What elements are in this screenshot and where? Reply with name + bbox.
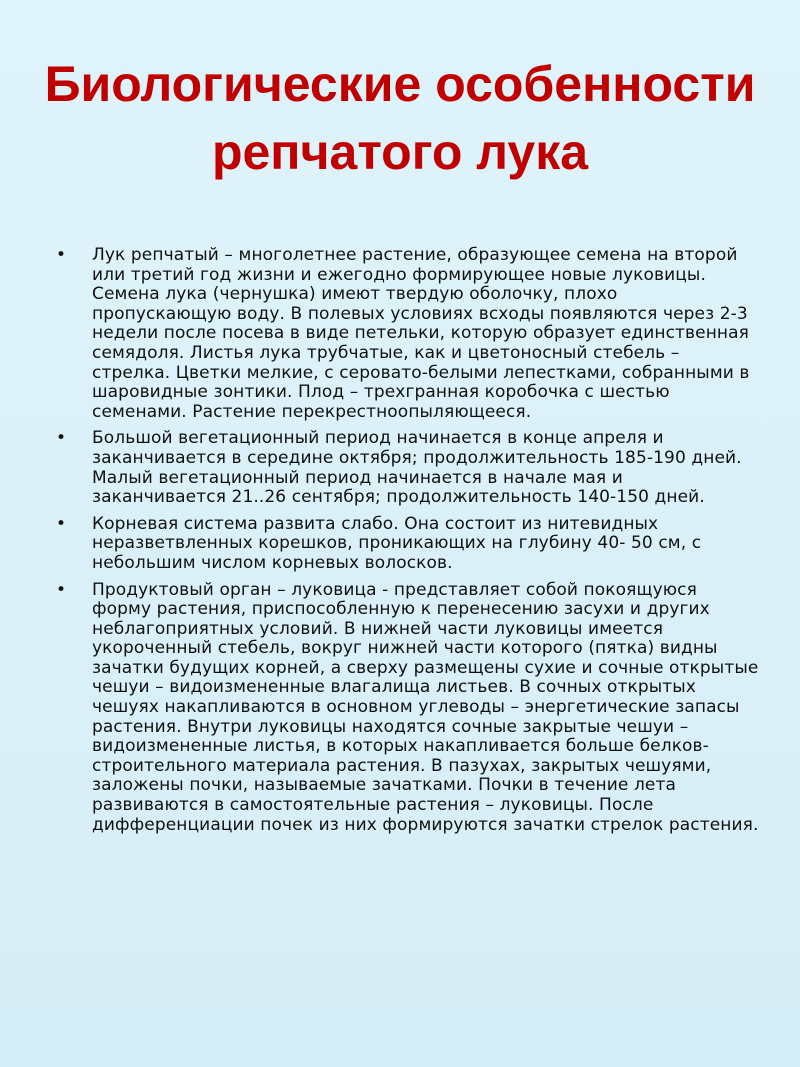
bullet-item [56,246,760,422]
slide-title: Биологические особенности репчатого лука [44,56,756,180]
bullet-dot-icon: • [56,579,67,600]
bullet-item [56,581,760,836]
bullet-text: Лук репчатый – многолетнее растение, образующее семена на второй или третий год жизни и ежегодно формирующее новые луковицы. Семена лука (чернушка) имеют твердую оболочку, плохо пропускающую воду. В полевых условиях всходы появляются через 2-3 недели после посева в виде петельки, которую образует единственная семядоля. Листья лука трубчатые, как и цветоносный стебель – стрелка. Цветки мелкие, с серовато-белыми лепестками, собранными в шаровидные зонтики. Плод – трехгранная коробочка с шестью семенами. Растение перекрестноопыляющееся. [92,245,750,422]
bullet-item [56,429,760,507]
bullet-text: Большой вегетационный период начинается в конце апреля и заканчивается в середине октября; продолжительность 185-190 дней. Малый вегетационный период начинается в начале мая и заканчивается 21..26 сентября; продолжительность 140-150 дней. [92,428,742,508]
bullet-text: Продуктовый орган – луковица - представляет собой покоящуюся форму растения, приспособленную к перенесению засухи и других неблагоприятных условий. В нижней части луковицы имеется укороченный стебель, вокруг нижней части которого (пятка) видны зачатки будущих корней, а сверху размещены сухие и сочные открытые чешуи – видоизмененные влагалища листьев. В сочных открытых чешуях накапливаются в основном углеводы – энергетические запасы растения. Внутри луковицы находятся сочные закрытые чешуи – видоизмененные листья, в которых накапливается больше белков- строительного материала растения. В пазухах, закрытых чешуями, заложены почки, называемые зачатками. Почки в течение лета развиваются в самостоятельные растения – луковицы. После дифференциации почек из них формируются зачатки стрелок растения. [92,579,759,835]
bullet-list [56,246,760,842]
bullet-dot-icon: • [56,245,67,265]
bullet-dot-icon: • [56,513,67,534]
bullet-item [56,515,760,574]
bullet-dot-icon: • [56,428,67,449]
bullet-text: Корневая система развита слабо. Она состоит из нитевидных неразветвленных корешков, проникающих на глубину 40- 50 см, с небольшим числом корневых волосков. [92,513,702,573]
